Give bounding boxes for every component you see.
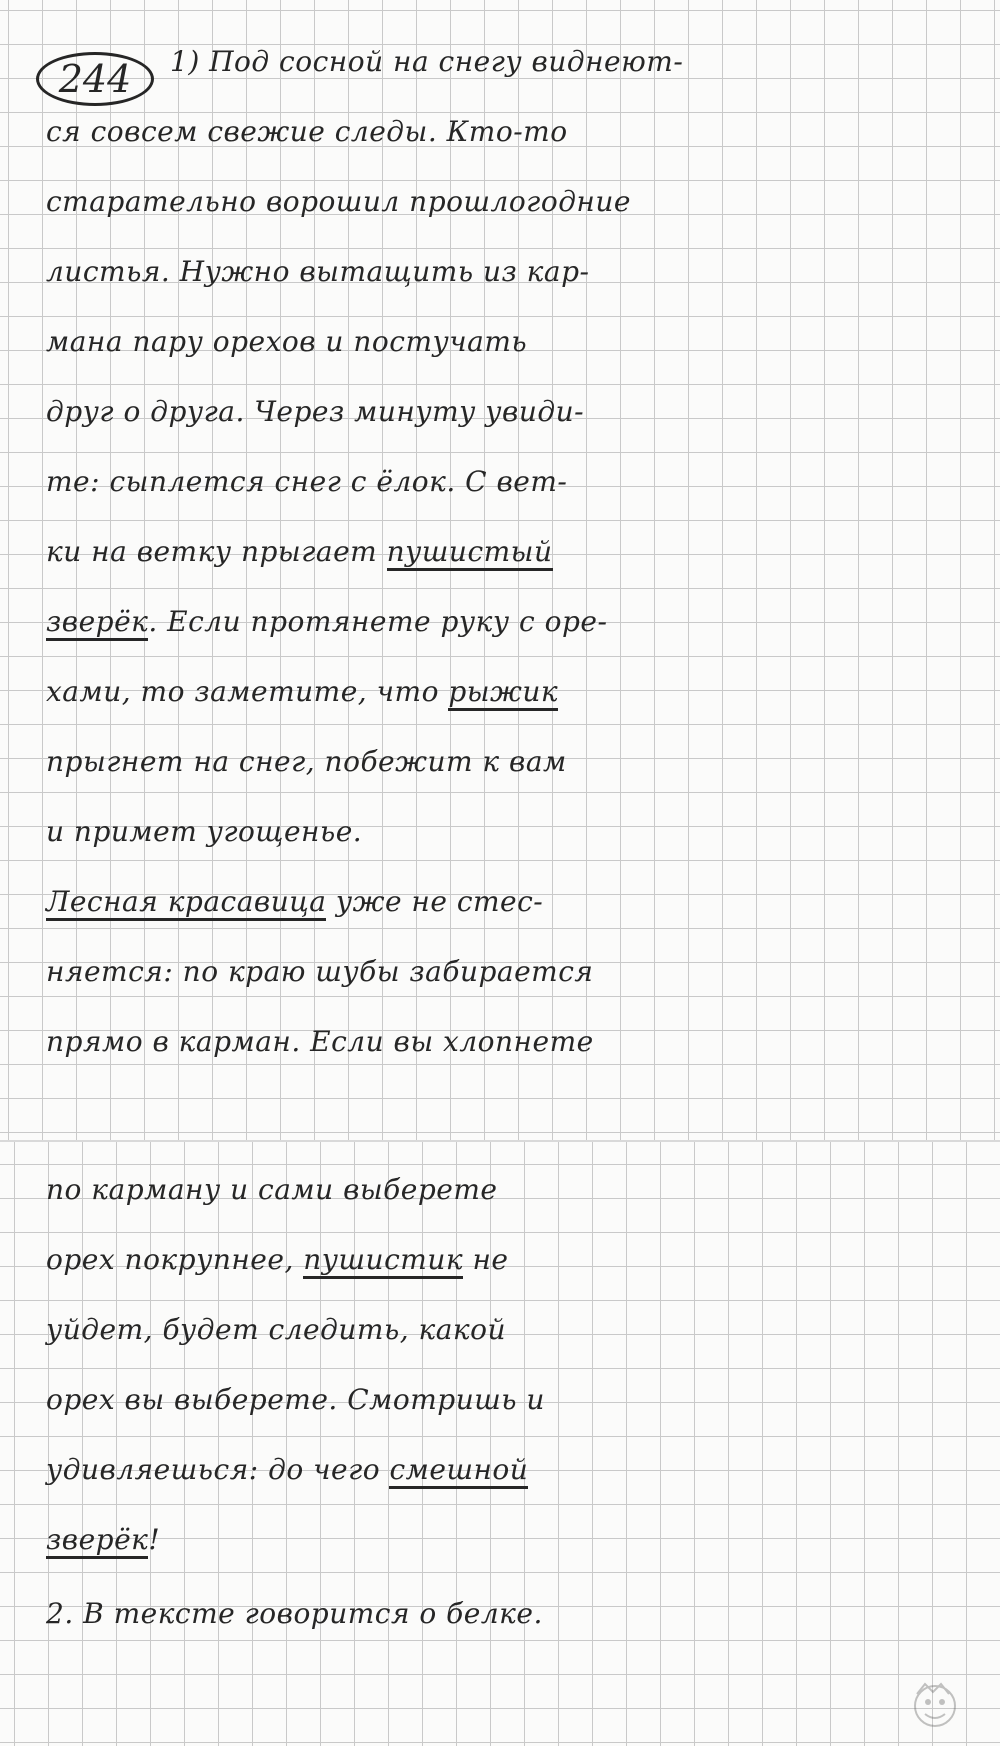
text-line: старательно ворошил прошлогодние xyxy=(46,185,631,218)
text-line: друг о друга. Через минуту увиди- xyxy=(46,395,585,428)
watermark-icon xyxy=(905,1680,965,1736)
underlined-word: зверёк xyxy=(46,608,148,641)
text-line: листья. Нужно вытащить из кар- xyxy=(46,255,590,288)
text-line: и примет угощенье. xyxy=(46,815,363,848)
text-line: те: сыплется снег с ёлок. С вет- xyxy=(46,465,568,498)
text-line: уйдет, будет следить, какой xyxy=(46,1313,507,1346)
underlined-word: зверёк xyxy=(46,1526,148,1559)
exercise-number: 244 xyxy=(36,52,154,106)
text-line: 1) Под сосной на снегу виднеют- xyxy=(170,45,684,78)
text-line: по карману и сами выберете xyxy=(46,1173,498,1206)
text-line: зверёк! xyxy=(46,1526,980,1559)
text-line: орех покрупнее, пушистик не xyxy=(46,1246,980,1279)
text-line: хами, то заметите, что рыжик xyxy=(46,678,980,711)
text-line: Лесная красавица уже не стес- xyxy=(46,888,980,921)
text-line: орех вы выберете. Смотришь и xyxy=(46,1383,545,1416)
text-line: 2. В тексте говорится о белке. xyxy=(46,1597,543,1630)
text-line: ки на ветку прыгает пушистый xyxy=(46,538,980,571)
text-line: прыгнет на снег, побежит к вам xyxy=(46,745,567,778)
text-line: мана пару орехов и постучать xyxy=(46,325,528,358)
notebook-page-bottom xyxy=(0,1140,1000,1746)
underlined-word: пушистик xyxy=(303,1246,463,1279)
text-line: няется: по краю шубы забирается xyxy=(46,955,594,988)
underlined-word: Лесная красавица xyxy=(46,888,326,921)
text-line: прямо в карман. Если вы хлопнете xyxy=(46,1025,594,1058)
underlined-word: смешной xyxy=(389,1456,528,1489)
underlined-word: пушистый xyxy=(387,538,553,571)
underlined-word: рыжик xyxy=(448,678,558,711)
text-line: удивляешься: до чего смешной xyxy=(46,1456,980,1489)
text-line: ся совсем свежие следы. Кто-то xyxy=(46,115,568,148)
text-line: зверёк. Если протянете руку с оре- xyxy=(46,608,980,641)
